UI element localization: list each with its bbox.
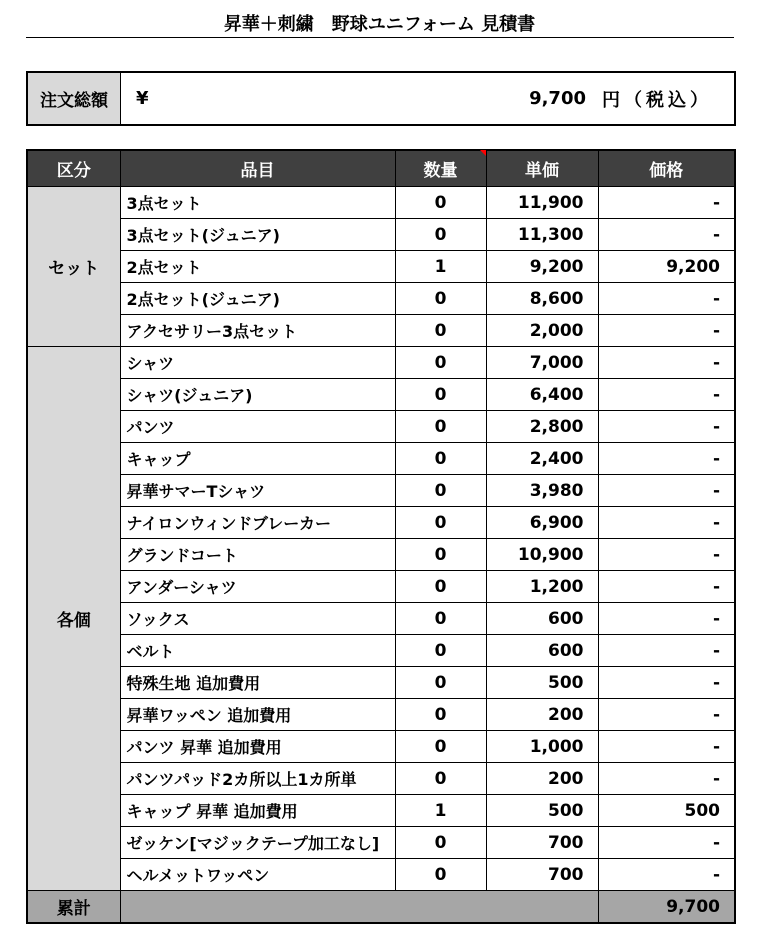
amount-cell: - <box>598 315 735 347</box>
item-name-cell: グランドコート <box>120 539 395 571</box>
amount-cell: - <box>598 347 735 379</box>
quantity-cell[interactable]: 0 <box>395 283 486 315</box>
amount-cell: - <box>598 379 735 411</box>
table-row <box>27 315 735 347</box>
table-row <box>27 475 735 507</box>
item-name-cell: 昇華サマーTシャツ <box>120 475 395 507</box>
item-name-cell: 昇華ワッペン 追加費用 <box>120 699 395 731</box>
quantity-cell[interactable]: 0 <box>395 507 486 539</box>
table-row <box>27 667 735 699</box>
quantity-cell[interactable]: 1 <box>395 251 486 283</box>
table-row <box>27 731 735 763</box>
amount-cell: - <box>598 635 735 667</box>
item-name-cell: 3点セット(ジュニア) <box>120 219 395 251</box>
unit-price-cell: 500 <box>486 667 598 699</box>
total-row <box>27 891 735 924</box>
quantity-cell[interactable]: 0 <box>395 219 486 251</box>
amount-cell: - <box>598 507 735 539</box>
header-amount: 価格 <box>598 150 735 187</box>
table-row <box>27 219 735 251</box>
unit-price-cell: 6,900 <box>486 507 598 539</box>
total-row-amount[interactable]: 9,700 <box>598 891 735 924</box>
unit-price-cell: 200 <box>486 763 598 795</box>
unit-price-cell: 9,200 <box>486 251 598 283</box>
amount-cell: - <box>598 539 735 571</box>
amount-cell: - <box>598 187 735 219</box>
amount-cell: - <box>598 699 735 731</box>
table-row <box>27 571 735 603</box>
header-item: 品目 <box>120 150 395 187</box>
order-total-unit: 円（税込） <box>602 89 712 111</box>
amount-cell: - <box>598 443 735 475</box>
amount-cell: - <box>598 219 735 251</box>
table-row <box>27 411 735 443</box>
quantity-cell[interactable]: 0 <box>395 827 486 859</box>
quantity-cell[interactable]: 0 <box>395 571 486 603</box>
unit-price-cell: 3,980 <box>486 475 598 507</box>
estimate-table <box>26 149 736 924</box>
unit-price-cell: 7,000 <box>486 347 598 379</box>
item-name-cell: パンツパッド2カ所以上1カ所単 <box>120 763 395 795</box>
quantity-cell[interactable]: 1 <box>395 795 486 827</box>
item-name-cell: キャップ <box>120 443 395 475</box>
table-row <box>27 763 735 795</box>
amount-cell: - <box>598 827 735 859</box>
item-name-cell: ゼッケン[マジックテープ加工なし] <box>120 827 395 859</box>
table-row <box>27 187 735 219</box>
unit-price-cell: 200 <box>486 699 598 731</box>
item-name-cell: パンツ 昇華 追加費用 <box>120 731 395 763</box>
order-total-box <box>26 71 736 126</box>
header-price: 単価 <box>486 150 598 187</box>
title-underline <box>26 37 734 38</box>
amount-cell: - <box>598 859 735 891</box>
unit-price-cell: 1,200 <box>486 571 598 603</box>
quantity-cell[interactable]: 0 <box>395 539 486 571</box>
amount-cell: - <box>598 603 735 635</box>
unit-price-cell: 10,900 <box>486 539 598 571</box>
item-name-cell: ヘルメットワッペン <box>120 859 395 891</box>
amount-cell: - <box>598 667 735 699</box>
amount-cell: - <box>598 283 735 315</box>
table-row <box>27 507 735 539</box>
amount-cell: 9,200 <box>598 251 735 283</box>
amount-cell: - <box>598 763 735 795</box>
item-name-cell: シャツ <box>120 347 395 379</box>
table-row <box>27 379 735 411</box>
table-row <box>27 859 735 891</box>
category-cell: セット <box>27 187 120 347</box>
amount-cell: - <box>598 731 735 763</box>
amount-cell: - <box>598 475 735 507</box>
unit-price-cell: 8,600 <box>486 283 598 315</box>
comment-indicator-icon <box>480 150 486 156</box>
item-name-cell: ベルト <box>120 635 395 667</box>
table-row <box>27 603 735 635</box>
quantity-cell[interactable]: 0 <box>395 443 486 475</box>
quantity-cell[interactable]: 0 <box>395 731 486 763</box>
quantity-cell[interactable]: 0 <box>395 475 486 507</box>
quantity-cell[interactable]: 0 <box>395 603 486 635</box>
quantity-cell[interactable]: 0 <box>395 635 486 667</box>
table-row <box>27 635 735 667</box>
quantity-cell[interactable]: 0 <box>395 411 486 443</box>
table-row <box>27 699 735 731</box>
item-name-cell: 2点セット <box>120 251 395 283</box>
page-title: 昇華＋刺繍 野球ユニフォーム 見積書 <box>223 14 536 35</box>
total-row-label: 累計 <box>27 891 120 924</box>
amount-cell: - <box>598 571 735 603</box>
table-row <box>27 443 735 475</box>
unit-price-cell: 600 <box>486 603 598 635</box>
quantity-cell[interactable]: 0 <box>395 699 486 731</box>
unit-price-cell: 700 <box>486 859 598 891</box>
table-row <box>27 795 735 827</box>
table-row <box>27 251 735 283</box>
table-row <box>27 539 735 571</box>
unit-price-cell: 6,400 <box>486 379 598 411</box>
unit-price-cell: 2,000 <box>486 315 598 347</box>
amount-cell: - <box>598 411 735 443</box>
header-kubun: 区分 <box>27 150 120 187</box>
unit-price-cell: 500 <box>486 795 598 827</box>
item-name-cell: シャツ(ジュニア) <box>120 379 395 411</box>
currency-symbol: ¥ <box>136 88 149 109</box>
header-row <box>27 150 735 187</box>
item-name-cell: アンダーシャツ <box>120 571 395 603</box>
table-row <box>27 347 735 379</box>
quantity-cell[interactable]: 0 <box>395 859 486 891</box>
item-name-cell: キャップ 昇華 追加費用 <box>120 795 395 827</box>
table-row <box>27 283 735 315</box>
quantity-cell[interactable]: 0 <box>395 187 486 219</box>
category-cell: 各個 <box>27 347 120 891</box>
item-name-cell: 3点セット <box>120 187 395 219</box>
item-name-cell: 特殊生地 追加費用 <box>120 667 395 699</box>
unit-price-cell: 11,300 <box>486 219 598 251</box>
quantity-cell[interactable]: 0 <box>395 347 486 379</box>
item-name-cell: 2点セット(ジュニア) <box>120 283 395 315</box>
unit-price-cell: 2,800 <box>486 411 598 443</box>
item-name-cell: アクセサリー3点セット <box>120 315 395 347</box>
quantity-cell[interactable]: 0 <box>395 379 486 411</box>
quantity-cell[interactable]: 0 <box>395 315 486 347</box>
unit-price-cell: 700 <box>486 827 598 859</box>
amount-cell: 500 <box>598 795 735 827</box>
header-qty: 数量 <box>395 150 486 187</box>
unit-price-cell: 1,000 <box>486 731 598 763</box>
order-total-label: 注文総額 <box>28 73 121 124</box>
total-row-spacer <box>120 891 598 924</box>
quantity-cell[interactable]: 0 <box>395 763 486 795</box>
quantity-cell[interactable]: 0 <box>395 667 486 699</box>
unit-price-cell: 11,900 <box>486 187 598 219</box>
item-name-cell: ナイロンウィンドブレーカー <box>120 507 395 539</box>
unit-price-cell: 600 <box>486 635 598 667</box>
item-name-cell: ソックス <box>120 603 395 635</box>
order-total-amount[interactable]: 9,700 <box>529 88 586 109</box>
unit-price-cell: 2,400 <box>486 443 598 475</box>
table-row <box>27 827 735 859</box>
item-name-cell: パンツ <box>120 411 395 443</box>
